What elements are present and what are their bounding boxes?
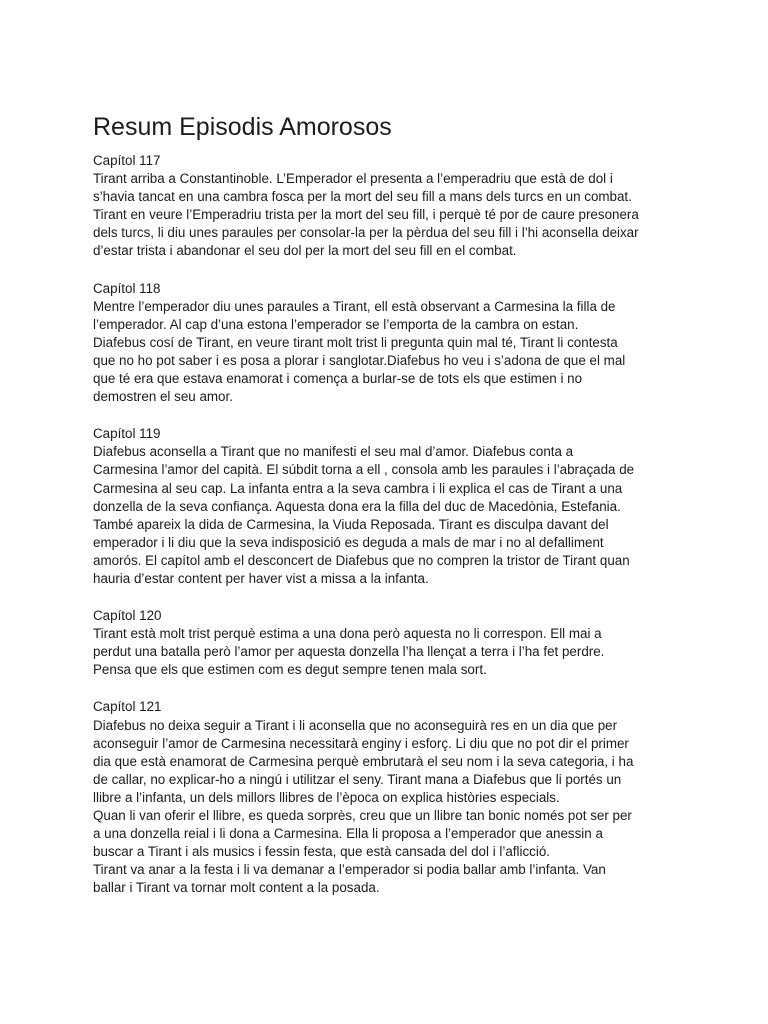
text-line: També apareix la dida de Carmesina, la Viuda Reposada. Tirant es disculpa davant del (93, 516, 609, 532)
text-line: d’estar trista i abandonar el seu dol per la mort del seu fill en el combat. (93, 243, 517, 259)
text-line: l’emperador. Al cap d’una estona l’emperador se l’emporta de la cambra on estan. (93, 316, 579, 332)
chapter-paragraph (93, 625, 683, 679)
text-line: Quan li van oferir el llibre, es queda sorprès, creu que un llibre tan bonic només pot ser per (93, 808, 632, 823)
text-line: Carmesina al seu cap. La infanta entra a la seva cambra i li explica el cas de Tirant a una (93, 480, 623, 496)
chapter-heading: Capítol 118 (93, 280, 161, 296)
chapter-paragraph (93, 443, 683, 588)
text-line: Carmesina l’amor del capità. El súbdit torna a ell , consola amb les paraules i l’abraçada de (93, 462, 635, 478)
text-line: demostren el seu amor. (93, 389, 233, 405)
chapter-paragraph (93, 717, 683, 807)
text-line: amorós. El capítol amb el desconcert de Diafebus que no compren la tristor de Tirant quan (93, 552, 630, 568)
text-line: Tirant arriba a Constantinoble. L’Emperador el presenta a l’emperadriu que està de dol i (93, 171, 613, 187)
text-line: donzella de la seva confiança. Aquesta dona era la filla del duc de Macedònia, Estefania. (93, 498, 621, 514)
text-line: Tirant està molt trist perquè estima a una dona però aquesta no li correspon. Ell mai a (93, 626, 602, 642)
text-line: dels turcs, li diu unes paraules per consolar-la per la pèrdua del seu fill i l’hi aconsella deixar (93, 225, 639, 241)
text-line: emperador i li diu que la seva indisposició es deguda a mals de mar i no al defalliment (93, 534, 604, 550)
chapter-heading: Capítol 119 (93, 426, 161, 442)
text-line: Diafebus aconsella a Tirant que no manifesti el seu mal d’amor. Diafebus conta a (93, 444, 574, 460)
chapter-paragraph (93, 861, 683, 897)
text-line: buscar a Tirant i als musics i fessin festa, que està cansada del dol i l’aflicció. (93, 844, 550, 860)
text-line: que té era que estava enamorat i comença a burlar-se de tots els que estimen i no (93, 371, 583, 387)
chapter-section (93, 698, 683, 897)
text-line: Tirant en veure l’Emperadriu trista per la mort del seu fill, i perquè té por de caure presonera (93, 207, 639, 223)
text-line: Diafebus cosí de Tirant, en veure tirant molt trist li pregunta quin mal té, Tirant li contesta (93, 334, 618, 350)
text-line: Diafebus no deixa seguir a Tirant i li aconsella que no aconseguirà res en un dia que per (93, 717, 618, 733)
text-line: Pensa que els que estimen com es degut sempre tenen mala sort. (93, 662, 487, 678)
document-page (93, 112, 683, 916)
text-line: de callar, no explicar-ho a ningú i utilitzar el seny. Tirant mana a Diafebus que li portés un (93, 771, 622, 787)
text-line: s’havia tancat en una cambra fosca per la mort del seu fill a mans dels turcs en un combat. (93, 189, 632, 205)
chapter-section (93, 280, 683, 407)
chapter-paragraph (93, 170, 683, 260)
chapter-heading: Capítol 121 (93, 699, 162, 715)
text-line: aconseguir l’amor de Carmesina necessitarà enginy i esforç. Li diu que no pot dir el primer (93, 735, 629, 751)
text-line: perdut una batalla però l’amor per aquesta donzella l’ha llençat a terra i l’ha fet perdre. (93, 644, 605, 660)
text-line: hauria d’estar content per haver vist a missa a la infanta. (93, 570, 429, 586)
chapter-section (93, 425, 683, 588)
chapter-heading: Capítol 117 (93, 153, 161, 168)
text-line: ballar i Tirant va tornar molt content a la posada. (93, 880, 380, 896)
chapter-paragraph (93, 807, 683, 861)
text-line: Tirant va anar a la festa i li va demanar a l’emperador si podia ballar amb l’infanta. Van (93, 862, 606, 878)
document-title: Resum Episodis Amorosos (93, 113, 392, 141)
text-line: a una donzella reial i li dona a Carmesina. Ella li proposa a l’emperador que anessin a (93, 826, 603, 842)
chapter-section (93, 152, 683, 261)
chapter-heading: Capítol 120 (93, 608, 162, 624)
chapter-section (93, 607, 683, 679)
chapter-list (93, 152, 683, 897)
chapter-paragraph (93, 298, 683, 407)
text-line: llibre a l’infanta, un dels millors llibres de l’època on explica històries especials. (93, 789, 560, 805)
text-line: dia que està enamorat de Carmesina perquè embrutarà el seu nom i la seva categoria, i ha (93, 753, 634, 769)
text-line: Mentre l’emperador diu unes paraules a Tirant, ell està observant a Carmesina la filla de (93, 298, 616, 314)
text-line: que no ho pot saber i es posa a plorar i sanglotar.Diafebus ho veu i s’adona de que el mal (93, 352, 626, 368)
